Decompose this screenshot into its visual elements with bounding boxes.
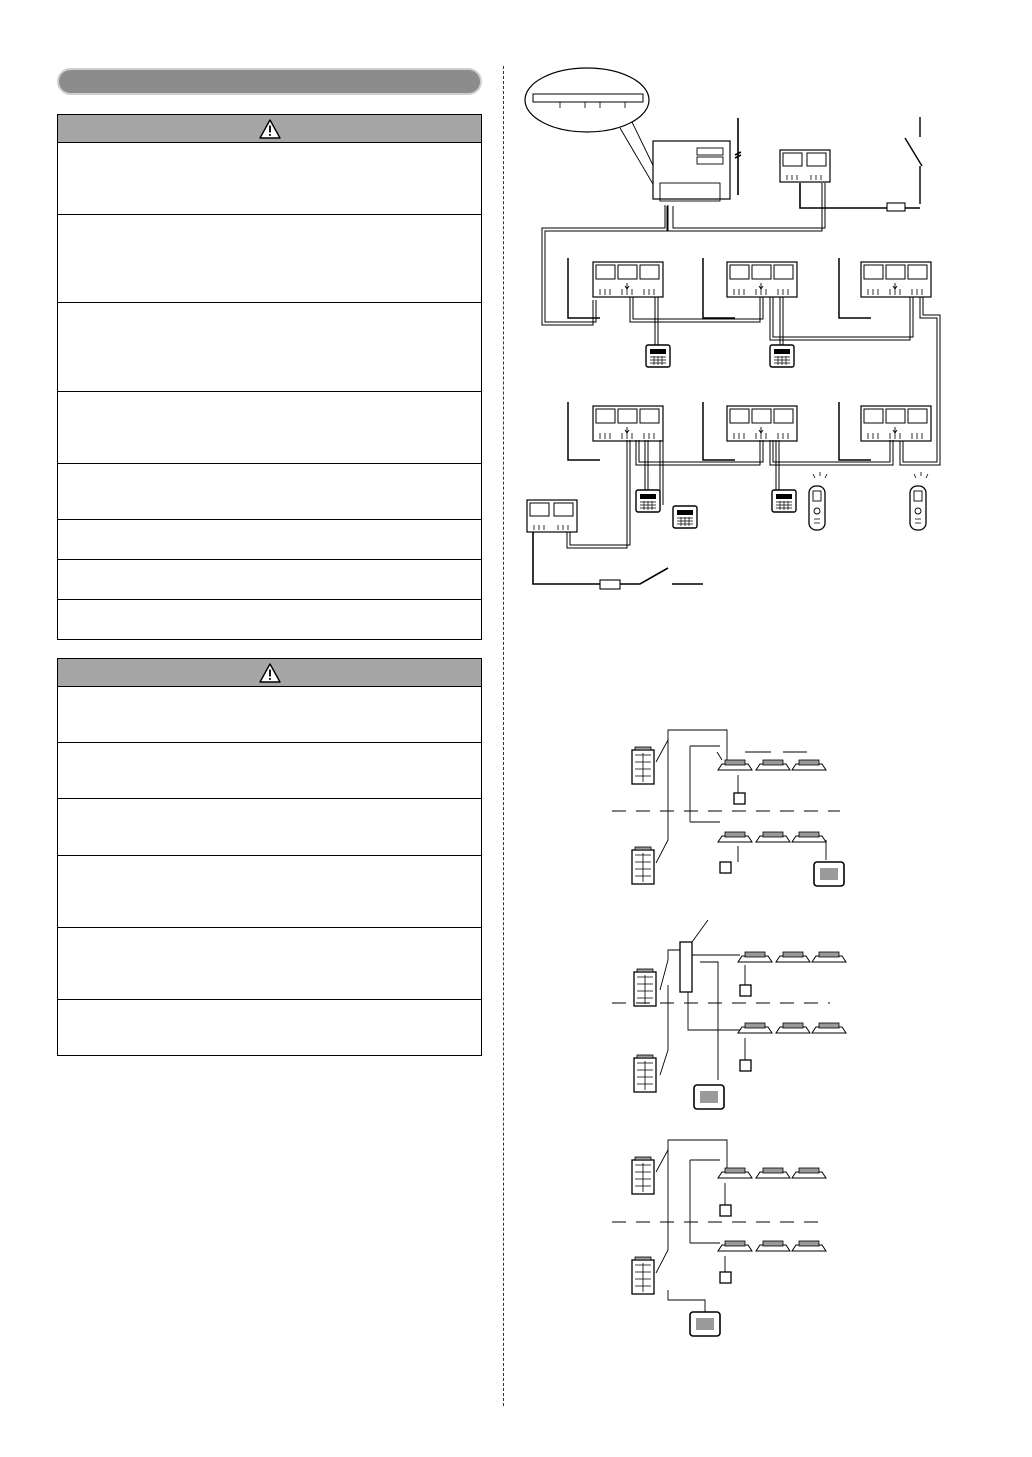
terminal-block-icon	[593, 406, 663, 441]
warning-triangle-icon	[259, 663, 281, 683]
remote-controller-icon	[720, 862, 731, 873]
warning-row	[58, 464, 481, 520]
caution-header	[58, 659, 481, 687]
touch-controller-icon	[814, 862, 844, 886]
caution-row	[58, 1000, 481, 1056]
remote-controller-icon	[720, 1205, 731, 1216]
outdoor-unit-icon	[634, 969, 656, 1006]
terminal-block-icon	[527, 500, 577, 532]
outdoor-unit-icon	[632, 1157, 654, 1194]
caution-row	[58, 856, 481, 928]
warning-row	[58, 143, 481, 215]
outdoor-unit-icon	[632, 847, 654, 884]
switch-icon	[905, 117, 922, 204]
signal-converter-icon	[680, 942, 692, 992]
remote-controller-icon	[772, 490, 796, 512]
warning-row	[58, 560, 481, 600]
warning-panel	[57, 114, 482, 640]
caution-row	[58, 743, 481, 799]
outdoor-unit-icon	[632, 747, 654, 784]
terminal-block-icon	[727, 406, 797, 441]
wiring-diagram	[510, 60, 1020, 1420]
warning-row	[58, 215, 481, 303]
remote-controller-icon	[740, 1060, 751, 1071]
outdoor-unit-icon	[634, 1055, 656, 1092]
central-controller-icon	[653, 141, 730, 201]
wireless-remote-icon	[809, 486, 825, 530]
caution-row	[58, 687, 481, 743]
warning-triangle-icon	[259, 119, 281, 139]
warning-row	[58, 600, 481, 640]
remote-controller-icon	[770, 345, 794, 367]
fuse-icon	[600, 580, 620, 589]
warning-row	[58, 392, 481, 464]
callout-bubble	[525, 68, 649, 132]
remote-controller-icon	[720, 1272, 731, 1283]
caution-row	[58, 799, 481, 856]
touch-controller-icon	[690, 1312, 720, 1336]
caution-panel	[57, 658, 482, 1056]
terminal-block-icon	[780, 150, 830, 182]
touch-controller-icon	[694, 1085, 724, 1109]
remote-controller-icon	[740, 985, 751, 996]
section-header	[57, 68, 482, 95]
column-divider	[503, 66, 504, 1406]
outdoor-unit-icon	[632, 1257, 654, 1294]
remote-controller-icon	[673, 506, 697, 528]
wireless-remote-icon	[910, 486, 926, 530]
terminal-block-icon	[727, 262, 797, 297]
warning-row	[58, 303, 481, 392]
remote-controller-icon	[636, 490, 660, 512]
warning-row	[58, 520, 481, 560]
terminal-block-icon	[861, 406, 931, 441]
caution-row	[58, 928, 481, 1000]
terminal-block-icon	[593, 262, 663, 297]
warning-header	[58, 115, 481, 143]
fuse-icon	[887, 203, 905, 211]
terminal-block-icon	[861, 262, 931, 297]
remote-controller-icon	[646, 345, 670, 367]
remote-controller-icon	[734, 793, 745, 804]
